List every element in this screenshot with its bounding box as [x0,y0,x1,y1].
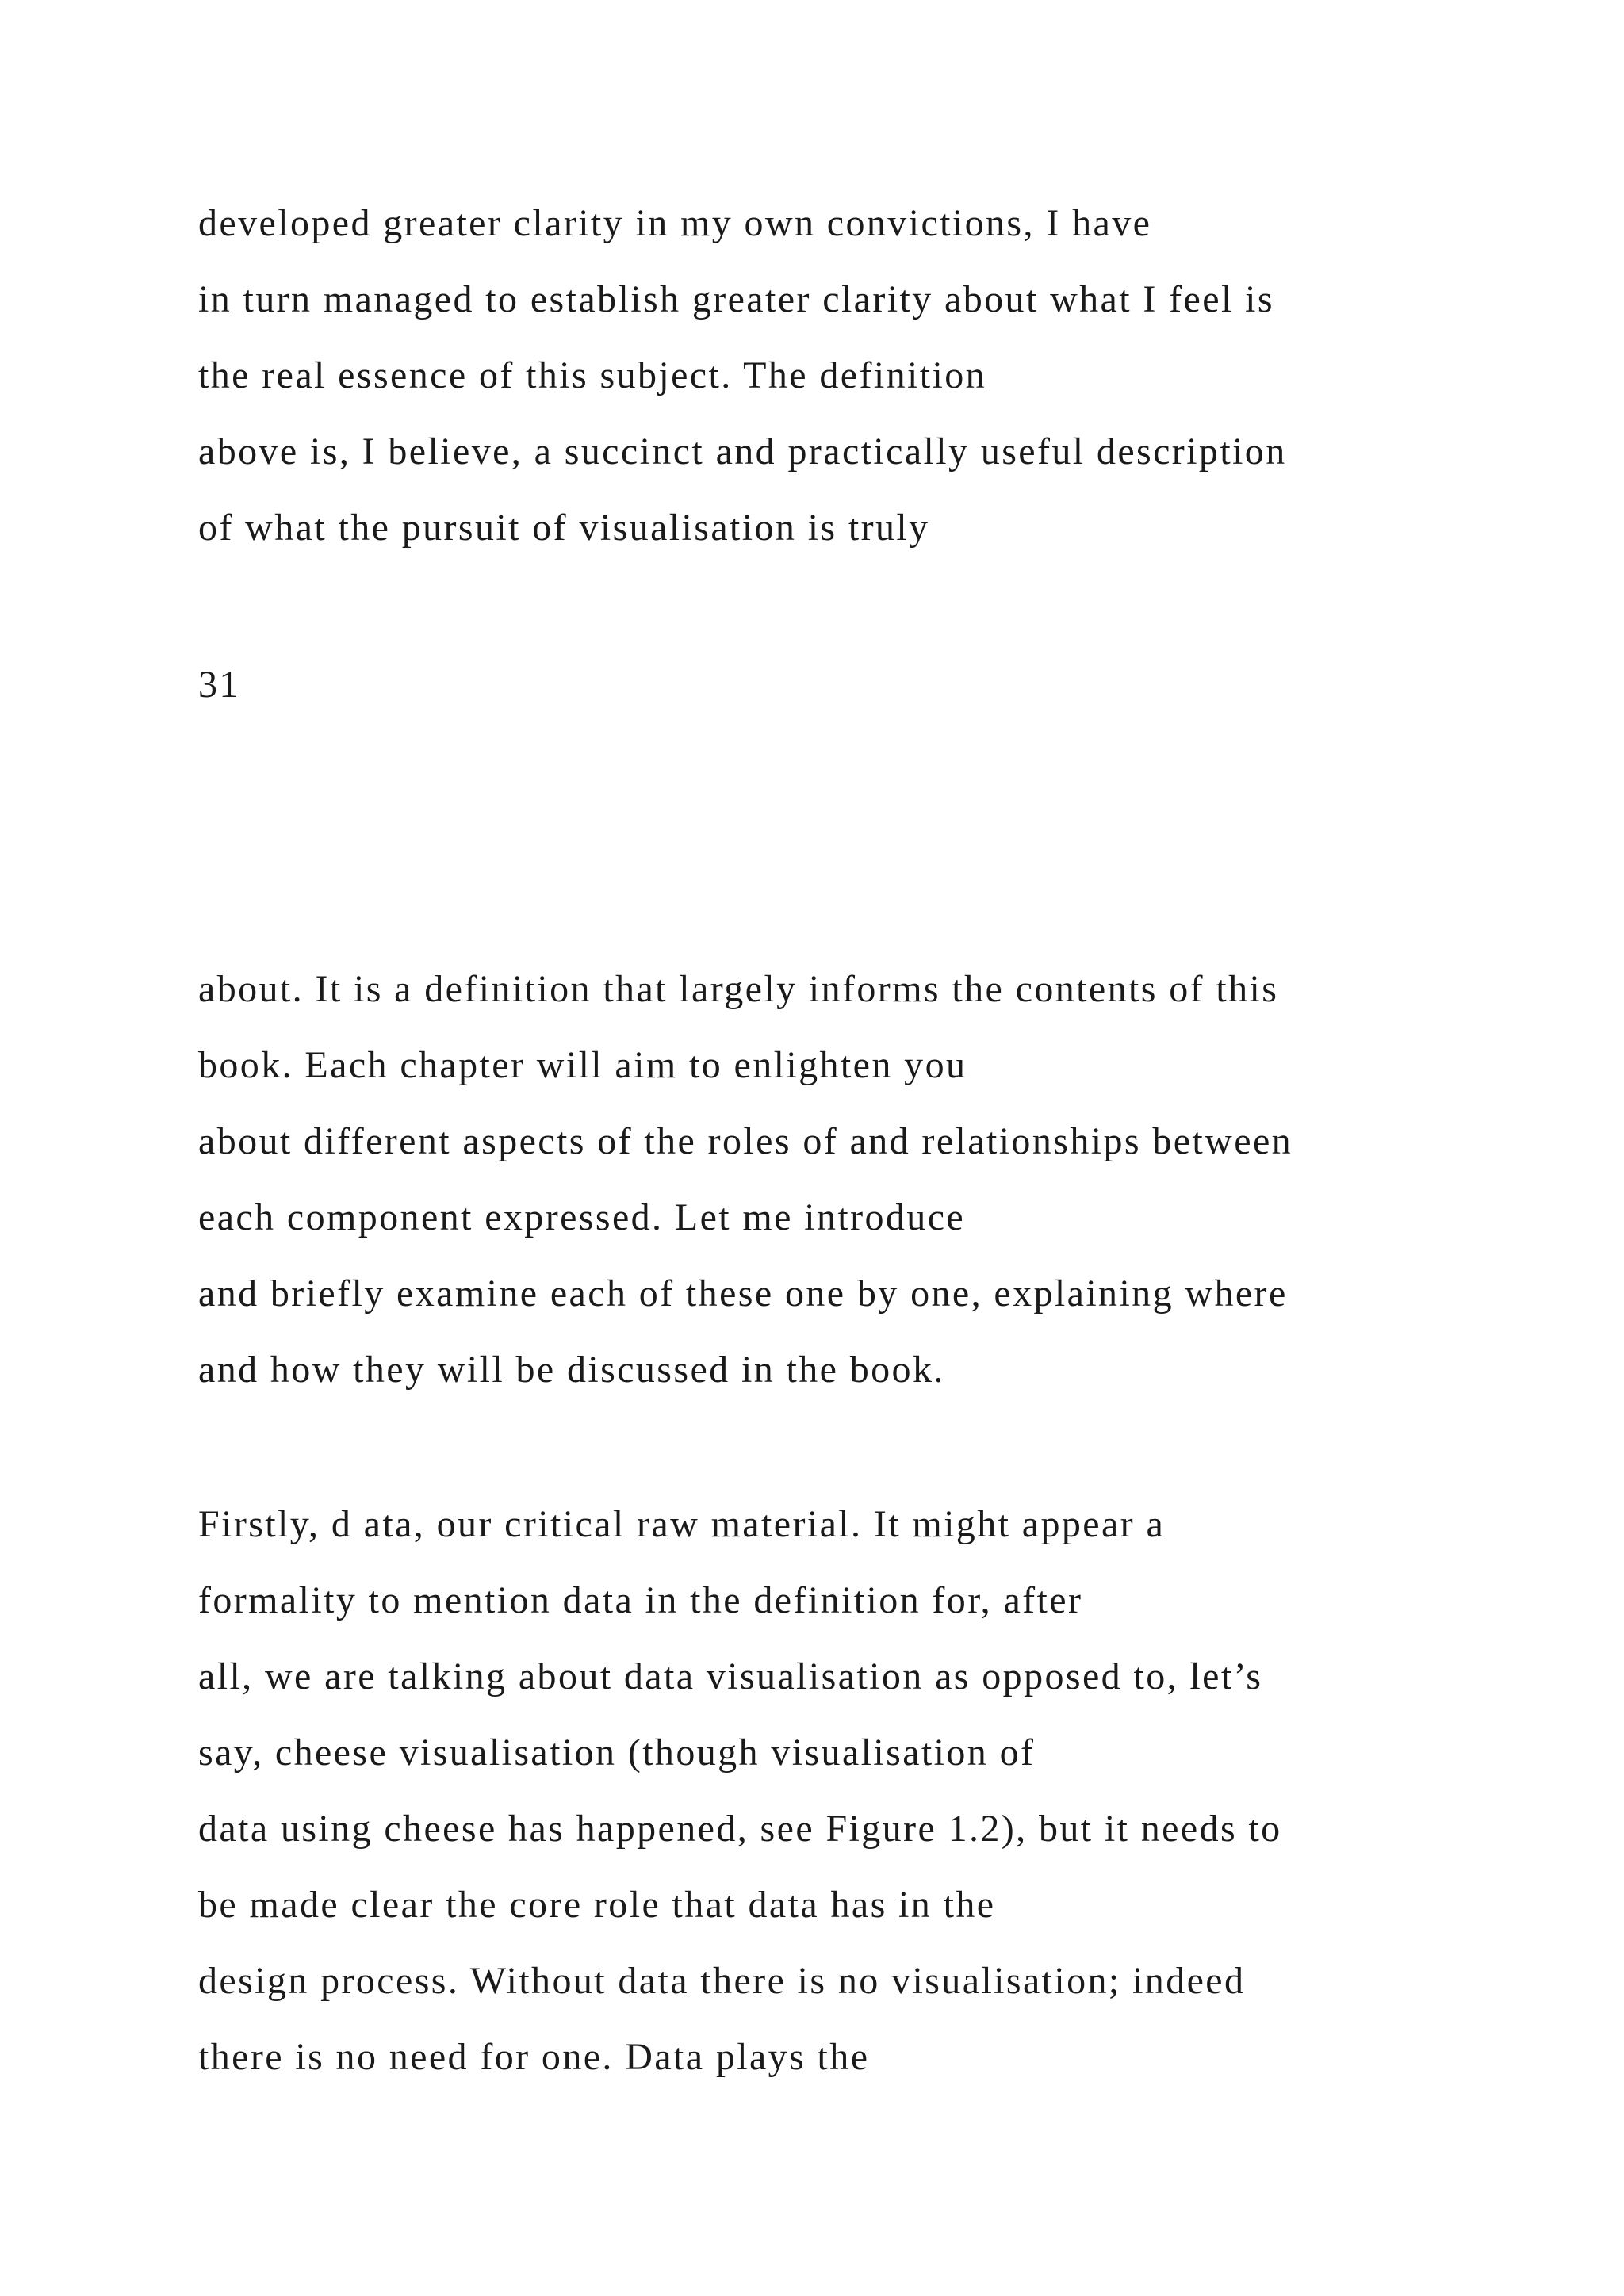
paragraph-3 [198,1487,1546,2095]
text-line: of what the pursuit of visualisation is truly [198,507,930,549]
text-line: developed greater clarity in my own convictions, I have [198,202,1152,244]
text-line: Firstly, d ata, our critical raw material. It might appear a [198,1503,1166,1545]
text-line: say, cheese visualisation (though visualisation of [198,1732,1036,1774]
text-line: about. It is a definition that largely informs the contents of this [198,968,1279,1010]
text-line: and how they will be discussed in the book. [198,1349,945,1391]
text-line: data using cheese has happened, see Figure 1.2), but it needs to [198,1808,1282,1850]
text-line: book. Each chapter will aim to enlighten you [198,1044,967,1086]
paragraph-1 [198,186,1546,566]
text-line: all, we are talking about data visualisation as opposed to, let’s [198,1655,1263,1697]
text-line: about different aspects of the roles of and relationships between [198,1120,1293,1162]
text-line: be made clear the core role that data has in the [198,1884,996,1926]
paragraph-2 [198,951,1546,1408]
text-line: each component expressed. Let me introduce [198,1196,966,1238]
text-line: there is no need for one. Data plays the [198,2036,870,2078]
page-number: 31 [198,664,240,706]
text-line: formality to mention data in the definition for, after [198,1579,1083,1621]
text-line: the real essence of this subject. The definition [198,354,987,396]
text-line: and briefly examine each of these one by one, explaining where [198,1272,1288,1314]
text-line: above is, I believe, a succinct and practically useful description [198,430,1287,473]
text-line: in turn managed to establish greater clarity about what I feel is [198,278,1274,320]
text-line: design process. Without data there is no visualisation; indeed [198,1960,1246,2002]
